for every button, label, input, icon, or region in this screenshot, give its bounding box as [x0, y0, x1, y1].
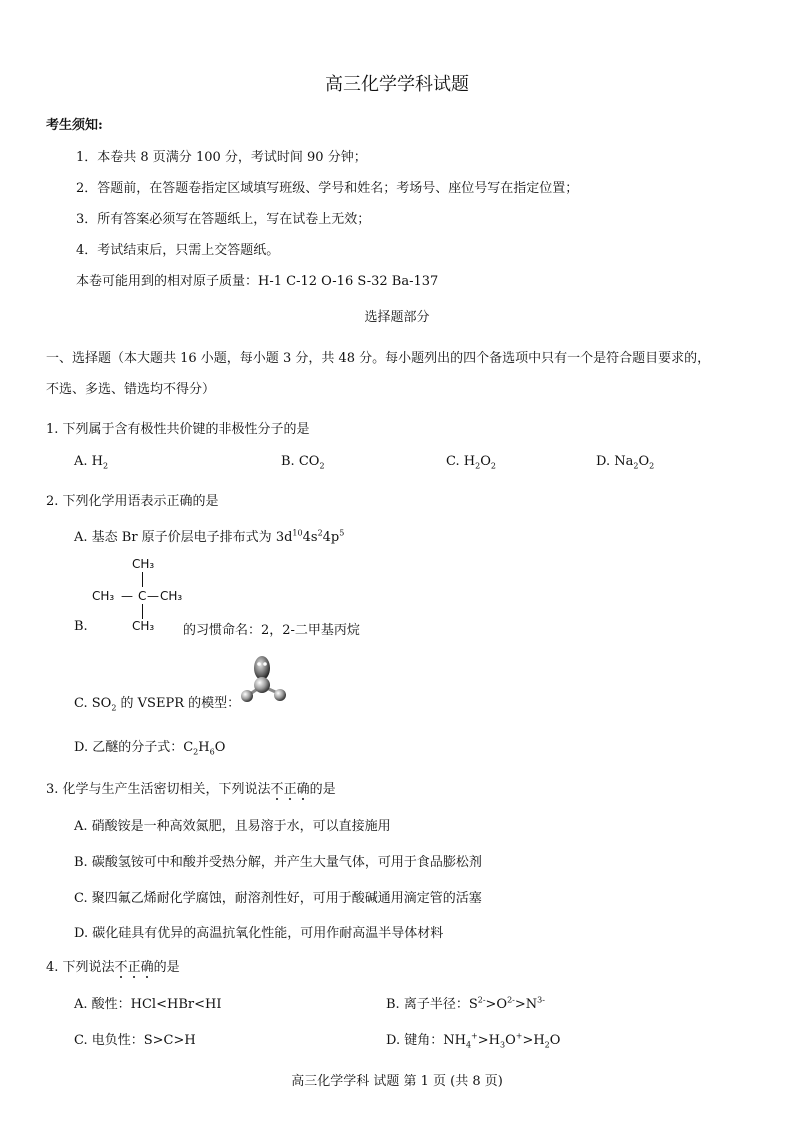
q3-option-c: C. 聚四氟乙烯耐化学腐蚀，耐溶剂性好，可用于酸碱通用滴定管的活塞 — [74, 891, 482, 906]
part-instructions-line1: 一、选择题（本大题共 16 小题，每小题 3 分，共 48 分。每小题列出的四个备选项中只有一个是符合题目要求的， — [46, 351, 711, 366]
vsepr-model-image — [238, 652, 294, 708]
struct-ch3-top: CH₃ — [132, 557, 155, 571]
q1-option-b: B. $CO_2$ — [281, 454, 325, 471]
notice-item: 3．所有答案必须写在答题纸上，写在试卷上无效； — [76, 212, 371, 227]
struct-ch3-left: CH₃ — [92, 589, 115, 603]
struct-bond-left: — — [121, 589, 133, 603]
struct-bond-bottom — [142, 604, 143, 619]
q2-option-d: D. 乙醚的分子式：$C_2H_6O$ — [74, 740, 226, 757]
q4-option-b: B. 离子半径：$S^{2-}>O^{2-}>N^{3-}$ — [386, 995, 545, 1012]
q4-option-c: C. 电负性：S>C>H — [74, 1033, 196, 1048]
struct-bond-right: — — [147, 589, 159, 603]
notice-heading: 考生须知: — [46, 118, 103, 133]
page-footer: 高三化学学科 试题 第 1 页 (共 8 页) — [291, 1074, 503, 1089]
struct-bond-top — [142, 572, 143, 587]
question-1-stem: 1. 下列属于含有极性共价键的非极性分子的是 — [46, 422, 310, 437]
q2-option-c: C. $SO_2$ 的 VSEPR 的模型： — [74, 696, 241, 713]
q4-option-d: D. 键角：$NH_4^+>H_3O^+>H_2O$ — [386, 1031, 561, 1050]
part-instructions-line2: 不选、多选、错选均不得分） — [46, 382, 216, 397]
q1-option-a: A. $H_2$ — [74, 454, 109, 471]
q2-option-b-label: B. — [74, 619, 88, 634]
question-3-stem: 3. 化学与生产生活密切相关，下列说法不正确的是 — [46, 782, 336, 797]
question-4-stem: 4. 下列说法不正确的是 — [46, 960, 180, 975]
q3-option-b: B. 碳酸氢铵可中和酸并受热分解，并产生大量气体，可用于食品膨松剂 — [74, 855, 482, 870]
struct-ch3-right: CH₃ — [160, 589, 183, 603]
notice-item: 2．答题前，在答题卷指定区域填写班级、学号和姓名；考场号、座位号写在指定位置； — [76, 181, 579, 196]
page-title: 高三化学学科试题 — [325, 74, 469, 95]
notice-item: 1．本卷共 8 页满分 100 分，考试时间 90 分钟； — [76, 150, 367, 165]
section-title: 选择题部分 — [364, 310, 430, 325]
atomic-mass-note: 本卷可能用到的相对原子质量：H-1 C-12 O-16 S-32 Ba-137 — [76, 274, 439, 289]
q1-option-d: D. $Na_2O_2$ — [596, 454, 655, 471]
struct-ch3-bottom: CH₃ — [132, 619, 155, 633]
q3-option-d: D. 碳化硅具有优异的高温抗氧化性能，可用作耐高温半导体材料 — [74, 926, 444, 941]
structural-formula — [92, 557, 192, 637]
q2-option-b-text: 的习惯命名：2，2-二甲基丙烷 — [183, 623, 360, 638]
q2-option-a: A. 基态 Br 原子价层电子排布式为 $3d^{10}4s^24p^5$ — [74, 528, 345, 545]
question-2-stem: 2. 下列化学用语表示正确的是 — [46, 494, 219, 509]
struct-center-c: C — [138, 589, 147, 603]
q3-option-a: A. 硝酸铵是一种高效氮肥，且易溶于水，可以直接施用 — [74, 819, 391, 834]
q1-option-c: C. $H_2O_2$ — [446, 454, 496, 471]
notice-item: 4．考试结束后，只需上交答题纸。 — [76, 243, 280, 258]
q4-option-a: A. 酸性：HCl<HBr<HI — [74, 997, 222, 1012]
